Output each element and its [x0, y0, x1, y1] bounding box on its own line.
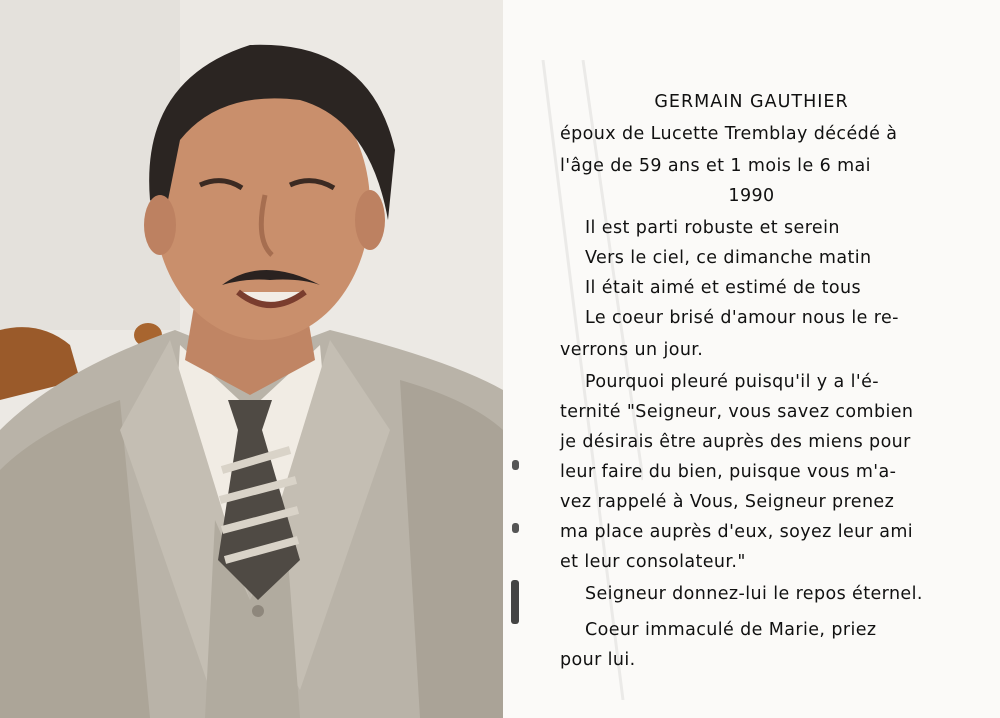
- poem-line-4: Le coeur brisé d'amour nous le re-: [585, 308, 899, 328]
- marie-line-2: pour lui.: [560, 650, 636, 670]
- poem-line-1: Il est parti robuste et serein: [585, 218, 840, 238]
- binding-hole-top: [512, 460, 519, 470]
- prayer-line-3: je désirais être auprès des miens pour: [560, 432, 911, 452]
- prayer-line-1: Pourquoi pleuré puisqu'il y a l'é-: [585, 372, 879, 392]
- intro-line-1: époux de Lucette Tremblay décédé à: [560, 124, 898, 144]
- poem-line-3: Il était aimé et estimé de tous: [585, 278, 861, 298]
- prayer-line-6: ma place auprès d'eux, soyez leur ami: [560, 522, 914, 542]
- binding-hole-middle: [512, 523, 519, 533]
- poem-line-2: Vers le ciel, ce dimanche matin: [585, 248, 872, 268]
- binding-slot: [511, 580, 519, 624]
- intro-line-2: l'âge de 59 ans et 1 mois le 6 mai: [560, 156, 871, 176]
- deceased-name: GERMAIN GAUTHIER: [654, 92, 849, 112]
- poem-line-5: verrons un jour.: [560, 340, 704, 360]
- intro-line-3: 1990: [728, 186, 775, 206]
- prayer-line-4: leur faire du bien, puisque vous m'a-: [560, 462, 897, 482]
- marie-line-1: Coeur immaculé de Marie, priez: [585, 620, 877, 640]
- prayer-line-7: et leur consolateur.": [560, 552, 746, 572]
- memorial-text-page: [503, 0, 1000, 718]
- prayer-line-5: vez rappelé à Vous, Seigneur prenez: [560, 492, 895, 512]
- prayer-line-2: ternité "Seigneur, vous savez combien: [560, 402, 914, 422]
- repose-line: Seigneur donnez-lui le repos éternel.: [585, 584, 923, 604]
